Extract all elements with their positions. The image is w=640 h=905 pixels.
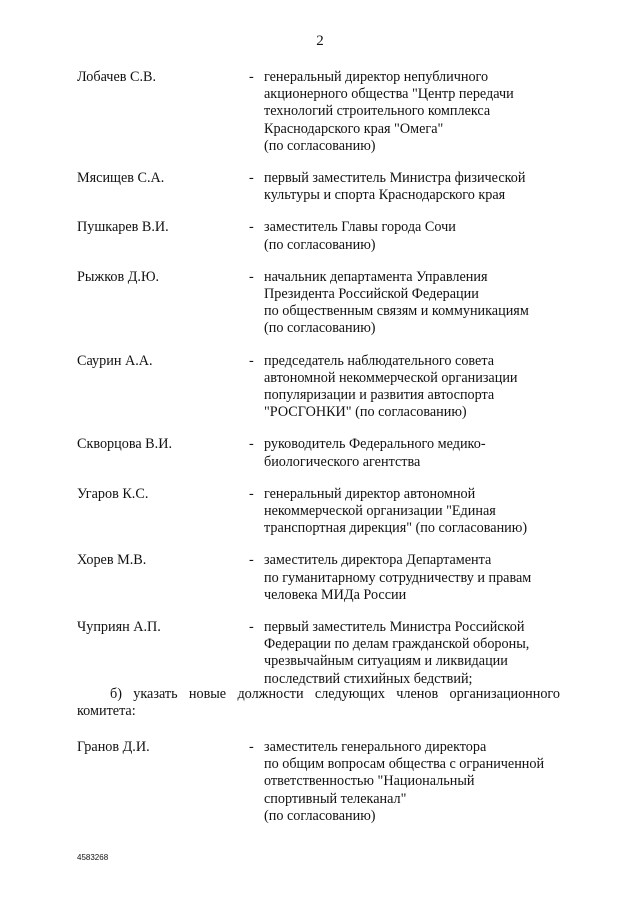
member-name: Хорев М.В. [77,552,147,569]
position-line: начальник департамента Управления [264,268,488,285]
member-position [264,486,564,538]
member-position [264,170,564,204]
position-line: популяризации и развития автоспорта [264,387,495,404]
member-position [264,353,564,422]
member-entry [0,170,640,204]
instruction-line-1: б) указать новые должности следующих членов организационного [110,686,560,702]
position-line: заместитель директора Департамента [264,552,492,569]
position-line: чрезвычайным ситуациям и ликвидации [264,653,508,670]
member-name: Чуприян А.П. [77,619,161,636]
position-line: автономной некоммерческой организации [264,369,518,386]
new-positions-list [0,739,640,825]
entry-dash: - [249,619,254,636]
position-line: ответственностью "Национальный [264,773,475,790]
position-line: технологий строительного комплекса [264,103,491,120]
entry-dash: - [249,69,254,85]
entry-dash: - [249,552,254,569]
position-line: (по согласованию) [264,807,376,824]
position-line: транспортная дирекция" (по согласованию) [264,520,528,537]
member-entry [0,436,640,470]
member-name: Рыжков Д.Ю. [77,268,160,285]
position-line: "РОСГОНКИ" (по согласованию) [264,404,467,421]
member-position [264,436,564,470]
member-name: Мясищев С.А. [77,170,165,187]
position-line: некоммерческой организации "Единая [264,503,496,520]
entry-dash: - [249,436,254,453]
position-line: руководитель Федерального медико- [264,436,486,453]
member-position [264,552,564,604]
page-number: 2 [316,33,324,49]
position-line: (по согласованию) [264,320,376,337]
entry-dash: - [249,219,254,236]
member-position [264,219,564,253]
position-line: заместитель Главы города Сочи [264,219,456,236]
member-position [264,619,564,688]
member-name: Гранов Д.И. [77,739,150,755]
member-entry [0,219,640,253]
position-line: первый заместитель Министра физической [264,170,526,187]
member-entry [0,486,640,538]
position-line: по общим вопросам общества с ограниченной [264,756,545,773]
position-line: последствий стихийных бедствий; [264,670,473,687]
member-position [264,69,564,155]
member-entry [0,69,640,155]
position-line: по общественным связям и коммуникациям [264,303,529,320]
member-entry [0,619,640,688]
position-line: по гуманитарному сотрудничеству и правам [264,569,532,586]
position-line: (по согласованию) [264,137,376,154]
position-line: Президента Российской Федерации [264,286,479,303]
instruction-line-2: комитета: [77,703,136,720]
position-line: спортивный телеканал" [264,790,407,807]
position-line: генеральный директор непубличного [264,69,489,85]
member-position [264,739,564,825]
position-line: председатель наблюдательного совета [264,352,495,369]
position-line: генеральный директор автономной [264,485,476,502]
member-name: Саурин А.А. [77,352,153,369]
member-name: Пушкарев В.И. [77,219,169,236]
position-line: заместитель генерального директора [264,739,487,755]
member-name: Угаров К.С. [77,485,149,502]
member-position [264,269,564,338]
member-entry [0,269,640,338]
position-line: первый заместитель Министра Российской [264,619,525,636]
member-entry [0,739,640,825]
position-line: (по согласованию) [264,236,376,253]
position-line: Краснодарского края "Омега" [264,120,444,137]
member-entry [0,353,640,422]
entry-dash: - [249,739,254,755]
entry-dash: - [249,352,254,369]
member-entry [0,552,640,604]
position-line: биологического агентства [264,453,421,470]
position-line: акционерного общества "Центр передачи [264,86,514,103]
member-name: Скворцова В.И. [77,436,172,453]
position-line: культуры и спорта Краснодарского края [264,187,506,204]
entry-dash: - [249,268,254,285]
position-line: человека МИДа России [264,586,407,603]
member-name: Лобачев С.В. [77,69,157,85]
committee-member-list [0,69,640,688]
document-code: 4583268 [77,853,109,862]
entry-dash: - [249,485,254,502]
instruction-paragraph [77,686,560,720]
entry-dash: - [249,170,254,187]
position-line: Федерации по делам гражданской обороны, [264,636,530,653]
